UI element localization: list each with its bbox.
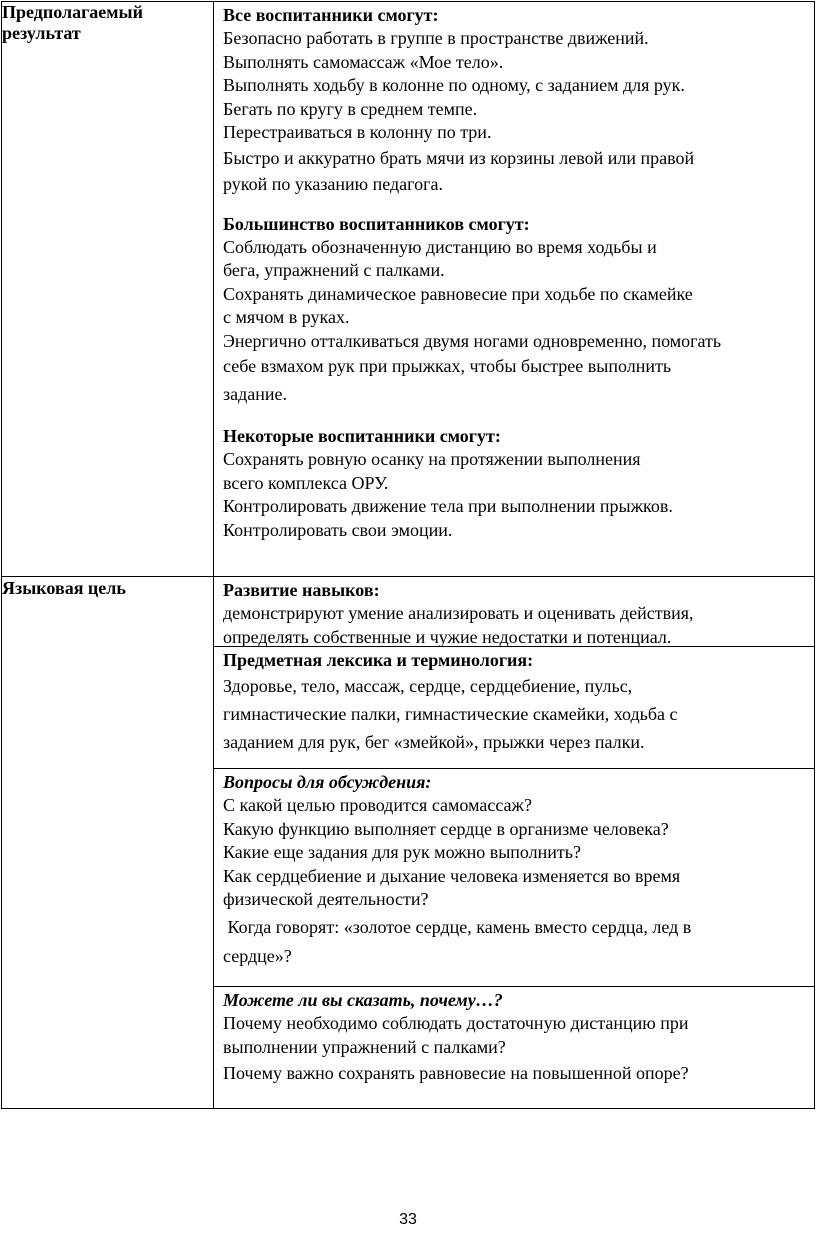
row-content-cell — [214, 2, 815, 577]
list-item: всего комплекса ОРУ. — [223, 472, 389, 493]
list-item: физической деятельности? — [223, 889, 429, 909]
list-item: Когда говорят: «золотое сердце, камень вместо сердца, лед в — [223, 916, 692, 937]
section-can-you-say-why — [214, 986, 814, 1087]
list-item: Выполнять самомассаж «Мое тело». — [223, 51, 504, 72]
group-heading: Все воспитанники смогут: — [223, 5, 439, 25]
list-item: Какую функцию выполняет сердце в организме человека? — [223, 818, 669, 839]
page-number: 33 — [399, 1211, 417, 1228]
list-item: демонстрируют умение анализировать и оценивать действия, — [223, 603, 694, 623]
list-item: с мячом в руках. — [223, 307, 350, 327]
list-item: определять собственные и чужие недостатки и потенциал. — [223, 626, 672, 647]
row-label-cell — [2, 577, 214, 1109]
list-item: Какие еще задания для рук можно выполнить? — [223, 842, 581, 862]
section-discussion-questions — [214, 768, 814, 986]
list-item: Здоровье, тело, массаж, сердце, сердцебиение, пульс, — [223, 676, 633, 696]
table-row-language-goal — [2, 577, 815, 1109]
row-label: Языковая цель — [2, 578, 126, 598]
list-item: Контролировать движение тела при выполнении прыжков. — [223, 496, 673, 516]
list-item: себе взмахом рук при прыжках, чтобы быстрее выполнить — [223, 356, 672, 376]
outcome-group-all — [214, 2, 814, 197]
outcome-group-some — [214, 423, 814, 542]
list-item: Перестраиваться в колонну по три. — [223, 122, 492, 142]
list-item: гимнастические палки, гимнастические скамейки, ходьба с — [223, 704, 678, 724]
table-row-expected-result — [2, 2, 815, 577]
lesson-plan-table — [1, 1, 815, 1109]
outcome-group-most — [214, 211, 814, 410]
list-item: С какой целью проводится самомассаж? — [223, 795, 532, 815]
list-item: Безопасно работать в группе в пространстве движений. — [223, 28, 649, 48]
list-item: Соблюдать обозначенную дистанцию во время ходьбы и — [223, 236, 657, 257]
section-heading: Можете ли вы сказать, почему…? — [223, 990, 503, 1010]
list-item: Быстро и аккуратно брать мячи из корзины левой или правой — [223, 147, 695, 168]
list-item: Сохранять ровную осанку на протяжении выполнения — [223, 449, 641, 469]
section-heading: Вопросы для обсуждения: — [223, 772, 432, 792]
group-heading: Некоторые воспитанники смогут: — [223, 426, 501, 446]
list-item: Почему необходимо соблюдать достаточную дистанцию при — [223, 1013, 689, 1033]
row-content-cell — [214, 577, 815, 1109]
row-label: Предполагаемый результат — [2, 2, 143, 43]
section-heading: Развитие навыков: — [223, 580, 380, 600]
list-item: бега, упражнений с палками. — [223, 260, 445, 280]
list-item: Энергично отталкиваться двумя ногами одновременно, помогать — [223, 330, 722, 351]
section-skills — [214, 577, 814, 646]
list-item: сердце»? — [223, 945, 292, 966]
row-label-cell — [2, 2, 214, 577]
group-heading: Большинство воспитанников смогут: — [223, 213, 530, 234]
list-item: Сохранять динамическое равновесие при ходьбе по скамейке — [223, 283, 693, 304]
list-item: задание. — [223, 384, 288, 404]
section-vocabulary — [214, 646, 814, 768]
list-item: Почему важно сохранять равновесие на повышенной опоре? — [223, 1063, 689, 1083]
list-item: Выполнять ходьбу в колонне по одному, с заданием для рук. — [223, 75, 685, 95]
section-heading: Предметная лексика и терминология: — [223, 650, 534, 670]
list-item: Бегать по кругу в среднем темпе. — [223, 98, 478, 119]
list-item: выполнении упражнений с палками? — [223, 1036, 506, 1057]
list-item: Как сердцебиение и дыхание человека изменяется во время — [223, 865, 681, 886]
list-item: заданием для рук, бег «змейкой», прыжки через палки. — [223, 732, 645, 752]
list-item: рукой по указанию педагога. — [223, 173, 443, 194]
list-item: Контролировать свои эмоции. — [223, 519, 453, 540]
